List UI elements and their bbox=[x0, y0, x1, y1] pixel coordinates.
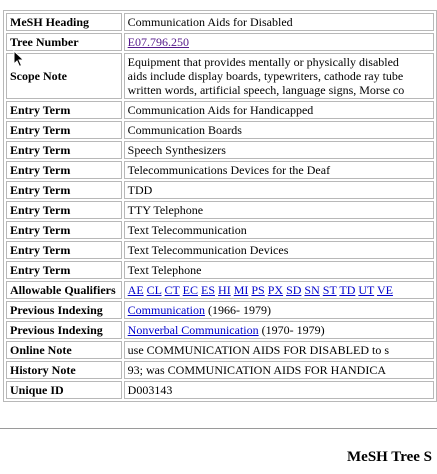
qualifier-link-ae[interactable]: AE bbox=[127, 283, 144, 297]
qualifier-link-es[interactable]: ES bbox=[201, 283, 216, 297]
qualifier-link-ct[interactable]: CT bbox=[164, 283, 180, 297]
entry-term-label: Entry Term bbox=[6, 141, 122, 159]
scope-note-value bbox=[124, 53, 434, 99]
entry-term-label: Entry Term bbox=[6, 261, 122, 279]
entry-term-label: Entry Term bbox=[6, 181, 122, 199]
table-row bbox=[6, 281, 434, 299]
scope-note-label: Scope Note bbox=[6, 53, 122, 99]
previous-indexing-value bbox=[124, 321, 434, 339]
entry-term-label: Entry Term bbox=[6, 221, 122, 239]
arrow-cursor-icon bbox=[13, 50, 25, 68]
previous-indexing-years: (1966- 1979) bbox=[207, 303, 271, 317]
allowable-qualifiers-value bbox=[124, 281, 434, 299]
qualifier-link-st[interactable]: ST bbox=[322, 283, 337, 297]
entry-term-value: Communication Aids for Handicapped bbox=[124, 101, 434, 119]
qualifier-link-td[interactable]: TD bbox=[339, 283, 356, 297]
entry-term-label: Entry Term bbox=[6, 241, 122, 259]
mesh-record-table bbox=[3, 10, 437, 402]
entry-term-label: Entry Term bbox=[6, 101, 122, 119]
horizontal-rule bbox=[0, 428, 437, 429]
tree-number-label: Tree Number bbox=[6, 33, 122, 51]
unique-id-value: D003143 bbox=[124, 381, 434, 399]
table-row bbox=[6, 301, 434, 319]
table-row bbox=[6, 201, 434, 219]
entry-term-value: Speech Synthesizers bbox=[124, 141, 434, 159]
entry-term-label: Entry Term bbox=[6, 201, 122, 219]
online-note-value: use COMMUNICATION AIDS FOR DISABLED to s bbox=[124, 341, 434, 359]
online-note-label: Online Note bbox=[6, 341, 122, 359]
scope-note-line: written words, artificial speech, language signs, Morse co bbox=[127, 83, 405, 97]
previous-indexing-value bbox=[124, 301, 434, 319]
table-row bbox=[6, 341, 434, 359]
previous-indexing-label: Previous Indexing bbox=[6, 321, 122, 339]
entry-term-value: Text Telecommunication Devices bbox=[124, 241, 434, 259]
mesh-tree-section-title: MeSH Tree S bbox=[347, 449, 432, 465]
entry-term-value: Text Telecommunication bbox=[124, 221, 434, 239]
table-row bbox=[6, 53, 434, 99]
mesh-heading-label: MeSH Heading bbox=[6, 13, 122, 31]
table-row bbox=[6, 321, 434, 339]
qualifier-link-sd[interactable]: SD bbox=[286, 283, 302, 297]
table-row bbox=[6, 13, 434, 31]
previous-indexing-years: (1970- 1979) bbox=[261, 323, 325, 337]
table-row bbox=[6, 161, 434, 179]
history-note-value: 93; was COMMUNICATION AIDS FOR HANDICA bbox=[124, 361, 434, 379]
qualifier-link-hi[interactable]: HI bbox=[218, 283, 231, 297]
entry-term-value: Telecommunications Devices for the Deaf bbox=[124, 161, 434, 179]
entry-term-label: Entry Term bbox=[6, 161, 122, 179]
qualifier-link-cl[interactable]: CL bbox=[146, 283, 162, 297]
table-row bbox=[6, 361, 434, 379]
tree-number-cell bbox=[124, 33, 434, 51]
table-row bbox=[6, 33, 434, 51]
scope-note-line: Equipment that provides mentally or physically disabled bbox=[127, 55, 399, 69]
entry-term-value: TTY Telephone bbox=[124, 201, 434, 219]
entry-term-value: Text Telephone bbox=[124, 261, 434, 279]
qualifier-link-ec[interactable]: EC bbox=[182, 283, 199, 297]
previous-indexing-label: Previous Indexing bbox=[6, 301, 122, 319]
table-row bbox=[6, 381, 434, 399]
history-note-label: History Note bbox=[6, 361, 122, 379]
qualifier-link-px[interactable]: PX bbox=[267, 283, 284, 297]
table-row bbox=[6, 221, 434, 239]
qualifier-link-ut[interactable]: UT bbox=[358, 283, 375, 297]
table-row bbox=[6, 261, 434, 279]
entry-term-label: Entry Term bbox=[6, 121, 122, 139]
previous-indexing-link[interactable]: Communication bbox=[127, 303, 205, 317]
mesh-heading-value: Communication Aids for Disabled bbox=[124, 13, 434, 31]
table-row bbox=[6, 181, 434, 199]
table-row bbox=[6, 241, 434, 259]
allowable-qualifiers-label: Allowable Qualifiers bbox=[6, 281, 122, 299]
table-row bbox=[6, 141, 434, 159]
qualifier-link-mi[interactable]: MI bbox=[233, 283, 249, 297]
table-row bbox=[6, 121, 434, 139]
qualifier-link-sn[interactable]: SN bbox=[304, 283, 320, 297]
tree-number-link[interactable]: E07.796.250 bbox=[127, 35, 189, 49]
qualifier-link-ve[interactable]: VE bbox=[376, 283, 393, 297]
entry-term-value: Communication Boards bbox=[124, 121, 434, 139]
unique-id-label: Unique ID bbox=[6, 381, 122, 399]
entry-term-value: TDD bbox=[124, 181, 434, 199]
scope-note-line: aids include display boards, typewriters, cathode ray tube bbox=[127, 69, 404, 83]
previous-indexing-link[interactable]: Nonverbal Communication bbox=[127, 323, 259, 337]
qualifier-link-ps[interactable]: PS bbox=[251, 283, 265, 297]
table-row bbox=[6, 101, 434, 119]
